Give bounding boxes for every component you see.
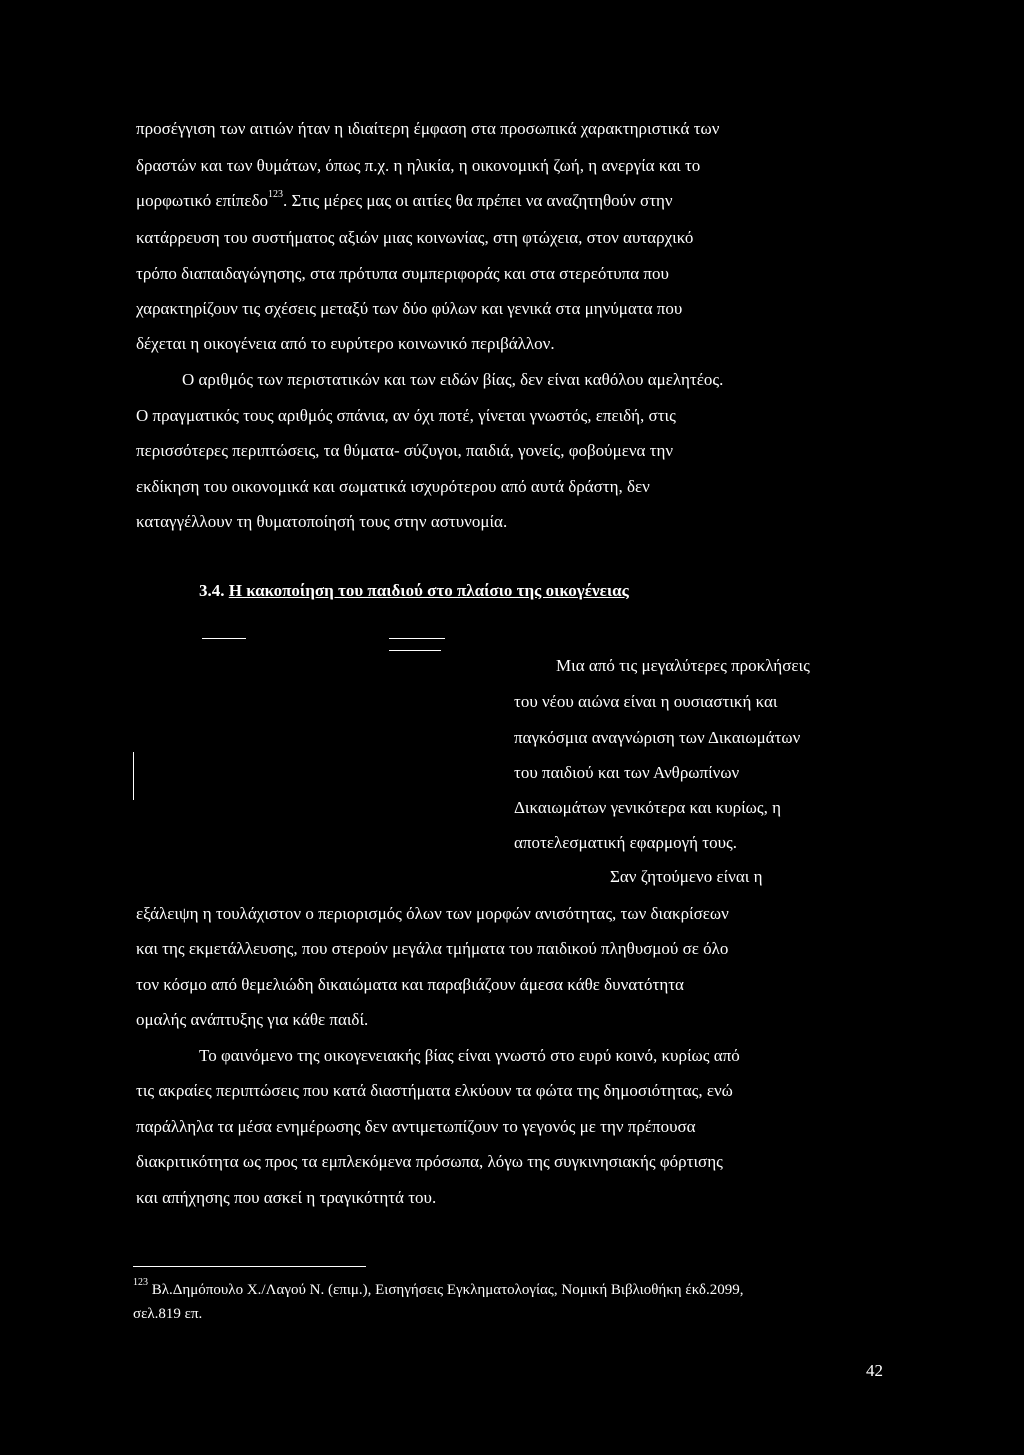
text-line: προσέγγιση των αιτιών ήταν η ιδιαίτερη έμφαση στα προσωπικά χαρακτηριστικά των (136, 119, 720, 138)
text-line: Ο αριθμός των περιστατικών και των ειδών βίας, δεν είναι καθόλου αμελητέος. (182, 370, 724, 389)
decorative-rule (133, 752, 134, 800)
paragraph-3-line-11 (136, 1009, 368, 1031)
paragraph-2-line-3 (136, 440, 673, 462)
paragraph-4-line-1 (199, 1045, 740, 1067)
section-title: Η κακοποίηση του παιδιού στο πλαίσιο της οικογένειας (228, 581, 629, 600)
text-line: κατάρρευση του συστήματος αξιών μιας κοινωνίας, στη φτώχεια, στον αυταρχικό (136, 228, 694, 247)
text-line: τρόπο διαπαιδαγώγησης, στα πρότυπα συμπεριφοράς και στα στερεότυπα που (136, 264, 669, 283)
section-heading (199, 580, 629, 602)
paragraph-3-line-1 (556, 655, 810, 677)
paragraph-1-line-1 (136, 118, 890, 140)
decorative-rule (389, 650, 441, 651)
text-line: Ο πραγματικός τους αριθμός σπάνια, αν όχι ποτέ, γίνεται γνωστός, επειδή, στις (136, 406, 676, 425)
text-line: Σαν ζητούμενο είναι η (610, 867, 763, 886)
paragraph-1-line-5 (136, 263, 669, 285)
paragraph-3-line-6 (514, 832, 737, 854)
paragraph-2-line-1 (182, 369, 723, 391)
text-fragment: μορφωτικό επίπεδο (136, 191, 268, 210)
footnote-line-1 (133, 1279, 744, 1301)
text-line: δέχεται η οικογένεια από το ευρύτερο κοινωνικό περιβάλλον. (136, 334, 555, 353)
decorative-rule (202, 638, 246, 639)
paragraph-2-line-5 (136, 511, 507, 533)
paragraph-3-line-10 (136, 974, 684, 996)
paragraph-1-line-7 (136, 333, 555, 355)
text-line: Μια από τις μεγαλύτερες προκλήσεις (556, 656, 810, 675)
footnote-text: σελ.819 επ. (133, 1306, 203, 1322)
text-line: αποτελεσματική εφαρμογή τους. (514, 833, 737, 852)
paragraph-3-line-3 (514, 727, 800, 749)
text-line: του παιδιού και των Ανθρωπίνων (514, 763, 740, 782)
paragraph-3-line-5 (514, 797, 781, 819)
paragraph-1-line-2 (136, 155, 890, 177)
text-line: παράλληλα τα μέσα ενημέρωσης δεν αντιμετωπίζουν το γεγονός με την πρέπουσα (136, 1117, 696, 1136)
paragraph-3-line-9 (136, 938, 728, 960)
footnote-line-2 (133, 1303, 202, 1325)
text-line: και απήχησης που ασκεί η τραγικότητά του. (136, 1188, 437, 1207)
paragraph-3-line-2 (514, 691, 778, 713)
paragraph-4-line-2 (136, 1080, 733, 1102)
paragraph-2-line-2 (136, 405, 676, 427)
paragraph-4-line-3 (136, 1116, 696, 1138)
text-line: καταγγέλλουν τη θυματοποίησή τους στην αστυνομία. (136, 512, 508, 531)
decorative-rule (389, 638, 445, 639)
text-fragment: . Στις μέρες μας οι αιτίες θα πρέπει να αναζητηθούν στην (282, 191, 673, 210)
text-line: διακριτικότητα ως προς τα εμπλεκόμενα πρόσωπα, λόγω της συγκινησιακής φόρτισης (136, 1152, 723, 1171)
text-line: εξάλειψη η τουλάχιστον ο περιορισμός όλων των μορφών ανισότητας, των διακρίσεων (136, 904, 729, 923)
paragraph-3-line-7 (610, 866, 762, 888)
text-line: παγκόσμια αναγνώριση των Δικαιωμάτων (514, 728, 801, 747)
paragraph-1-line-4 (136, 227, 693, 249)
paragraph-4-line-4 (136, 1151, 723, 1173)
section-number: 3.4. (199, 581, 225, 600)
footnote-marker: 123 (133, 1277, 148, 1288)
paragraph-1-line-6 (136, 298, 682, 320)
page-number: 42 (866, 1361, 883, 1380)
paragraph-4-line-5 (136, 1187, 436, 1209)
text-line: Δικαιωμάτων γενικότερα και κυρίως, η (514, 798, 781, 817)
text-line: και της εκμετάλλευσης, που στερούν μεγάλα τμήματα του παιδικού πληθυσμού σε όλο (136, 939, 729, 958)
text-line: χαρακτηρίζουν τις σχέσεις μεταξύ των δύο φύλων και γενικά στα μηνύματα που (136, 299, 683, 318)
footnote-text: Βλ.Δημόπουλο Χ./Λαγού Ν. (επιμ.), Εισηγήσεις Εγκληματολογίας, Νομική Βιβλιοθήκη έκδ.2099, (151, 1282, 744, 1298)
text-line: τον κόσμο από θεμελιώδη δικαιώματα και παραβιάζουν άμεσα κάθε δυνατότητα (136, 975, 684, 994)
text-line: Το φαινόμενο της οικογενειακής βίας είναι γνωστό στο ευρύ κοινό, κυρίως από (199, 1046, 740, 1065)
paragraph-1-line-3 (136, 190, 673, 212)
text-line: δραστών και των θυμάτων, όπως π.χ. η ηλικία, η οικονομική ζωή, η ανεργία και το (136, 156, 701, 175)
footnote-reference: 123 (267, 189, 283, 200)
footnote-separator (133, 1266, 366, 1267)
paragraph-3-line-4 (514, 762, 739, 784)
text-line: ομαλής ανάπτυξης για κάθε παιδί. (136, 1010, 369, 1029)
text-line: περισσότερες περιπτώσεις, τα θύματα- σύζυγοι, παιδιά, γονείς, φοβούμενα την (136, 441, 674, 460)
text-line: τις ακραίες περιπτώσεις που κατά διαστήματα ελκύουν τα φώτα της δημοσιότητας, ενώ (136, 1081, 733, 1100)
paragraph-3-line-8 (136, 903, 729, 925)
paragraph-2-line-4 (136, 476, 650, 498)
text-line: εκδίκηση του οικονομικά και σωματικά ισχυρότερου από αυτά δράστη, δεν (136, 477, 650, 496)
text-line: του νέου αιώνα είναι η ουσιαστική και (514, 692, 778, 711)
